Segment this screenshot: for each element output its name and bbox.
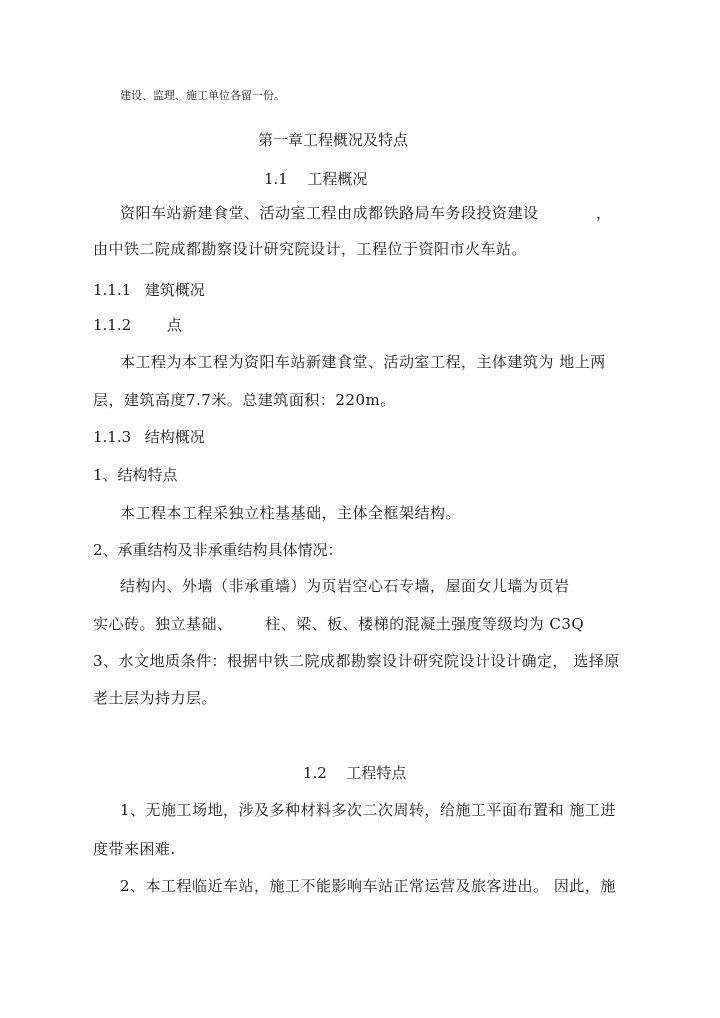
section-number: 1.1.1 xyxy=(93,281,132,299)
section-title: 工程概况 xyxy=(307,170,368,188)
paragraph-project-scope: 本工程为本工程为资阳车站新建食堂、活动室工程，主体建筑为 地上两 xyxy=(120,353,606,371)
section-1-2-heading xyxy=(303,766,406,781)
section-1-1-3-heading xyxy=(93,430,205,445)
paragraph-building-height: 层，建筑高度7.7米。总建筑面积：220m。 xyxy=(93,391,396,409)
section-1-1-1-heading xyxy=(93,283,205,298)
paragraph-walls: 结构内、外墙（非承重墙）为页岩空心石专墙，屋面女儿墙为页岩 xyxy=(120,577,570,595)
paragraph-feature-1: 1、无施工场地，涉及多种材料多次二次周转，给施工平面布置和 施工进 xyxy=(120,801,616,819)
section-1-1-2-heading xyxy=(93,318,182,333)
paragraph-tail-comma: ， xyxy=(596,204,612,222)
section-title: 结构概况 xyxy=(144,428,205,446)
paragraph-design: 由中铁二院成都勘察设计研究院设计，工程位于资阳市火车站。 xyxy=(93,240,528,258)
section-number: 1.1.2 xyxy=(93,316,132,334)
paragraph-text: 资阳车站新建食堂、活动室工程由成都铁路局车务段投资建设 xyxy=(120,204,539,222)
item-3-hydrogeology: 3、水文地质条件：根据中铁二院成都勘察设计研究院设计设计确定， 选择原 xyxy=(93,652,620,670)
paragraph-investment xyxy=(120,204,612,222)
paragraph-text-a: 实心砖。独立基础、 xyxy=(93,615,233,633)
section-title: 点 xyxy=(166,316,182,334)
paragraph-feature-1-cont: 度带来困难. xyxy=(93,840,176,858)
paragraph-feature-2: 2、本工程临近车站，施工不能影响车站正常运营及旅客进出。 因此，施 xyxy=(120,877,616,895)
section-title: 建筑概况 xyxy=(144,281,205,299)
section-title: 工程特点 xyxy=(346,764,407,782)
section-number: 1.1 xyxy=(264,170,288,188)
chapter-title: 第一章工程概况及特点 xyxy=(258,131,409,149)
section-1-1-heading xyxy=(264,172,367,187)
section-number: 1.1.3 xyxy=(93,428,132,446)
distribution-note: 建设、监理、施工单位各留一份。 xyxy=(120,89,285,102)
paragraph-foundation: 本工程本工程采独立柱基基础，主体全框架结构。 xyxy=(120,504,462,522)
item-2-title: 2、承重结构及非承重结构具体情况： xyxy=(93,541,343,559)
section-number: 1.2 xyxy=(303,764,327,782)
paragraph-bearing-layer: 老土层为持力层。 xyxy=(93,689,218,707)
item-1-title: 1、结构特点 xyxy=(93,466,178,484)
paragraph-text-b: 柱、梁、板、楼梯的混凝土强度等级均为 C3Q xyxy=(265,615,585,633)
paragraph-concrete xyxy=(93,617,584,632)
